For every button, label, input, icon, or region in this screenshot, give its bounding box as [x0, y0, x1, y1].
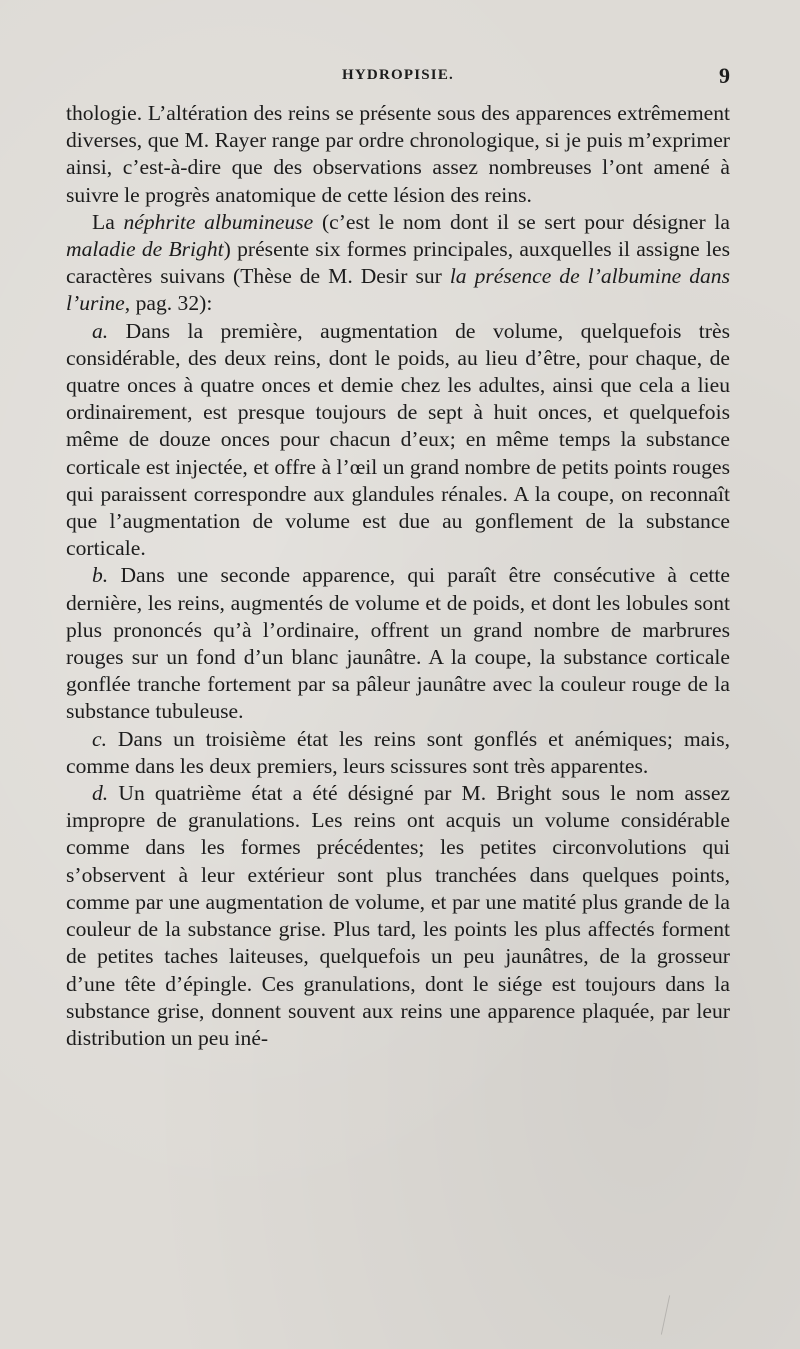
paragraph-b — [66, 562, 730, 725]
paragraph-c — [66, 726, 730, 780]
paragraph-c-text: Dans un troisième état les reins sont gonflés et anémiques; mais, comme dans les deux premiers, leurs scissures sont très apparentes. — [66, 726, 730, 778]
item-letter-c: c. — [92, 726, 107, 751]
paragraph-2 — [66, 209, 730, 318]
item-letter-d: d. — [92, 781, 109, 806]
p2-italic-bright: maladie de Bright — [66, 237, 224, 262]
page-header — [66, 63, 730, 89]
paragraph-1: thologie. L’altération des reins se présente sous des apparences extrêmement diverses, que M. Rayer range par ordre chronologique, si je puis m’exprimer ainsi, c’est-à-dire que des observations assez nombreuses l’ont amené à suivre le progrès anatomique de cette lésion des reins. — [66, 101, 730, 207]
item-letter-b: b. — [92, 563, 109, 588]
body-text — [66, 100, 730, 1052]
paper-mark — [661, 1295, 670, 1334]
p2-text-1: La — [92, 209, 124, 234]
paragraph-d-text: Un quatrième état a été désigné par M. Bright sous le nom assez impropre de granulations. Les reins ont acquis un volume considérable comme dans les formes précédentes; les petites circonvolutions qui s’observent à leur extérieur sont plus tranchées dans quelques points, comme par une augmentation de volume, et par une matité plus grande de la couleur de la substance grise. Plus tard, les points les plus affectés forment de petites taches laiteuses, quelquefois un peu jaunâtres, de la grosseur d’une tête d’épingle. Ces granulations, dont le siége est toujours dans la substance grise, donnent souvent aux reins une apparence plaquée, par leur distribution un peu iné- — [66, 781, 730, 1050]
p2-text-3: ) présente six formes principales, auxquelles il assigne les caractères suivans (Thèse de M. Desir sur — [66, 237, 731, 289]
paragraph-b-text: Dans une seconde apparence, qui paraît être consécutive à cette dernière, les reins, augmentés de volume et de poids, et dont les lobules sont plus prononcés qu’à l’ordinaire, offrent un grand nombre de marbrures rouges sur un fond d’un blanc jaunâtre. A la coupe, la substance corticale gonflée tranche fortement par sa pâleur jaunâtre avec la couleur rouge de la substance tubuleuse. — [66, 563, 730, 724]
p2-text-4: , pag. 32): — [124, 291, 213, 316]
running-title: HYDROPISIE. — [342, 67, 454, 83]
paragraph-a-text: Dans la première, augmentation de volume, quelquefois très considérable, des deux reins, dont le poids, au lieu d’être, pour chaque, de quatre onces à quatre onces et demie chez les adultes, ainsi que cela a lieu ordinairement, est presque toujours de sept à huit onces, et quelquefois même de douze onces pour chacun d’eux; en même temps la substance corticale est injectée, et offre à l’œil un grand nombre de petits points rouges qui paraissent correspondre aux glandules rénales. A la coupe, on reconnaît que l’augmentation de volume est due au gonflement de la substance corticale. — [66, 318, 730, 561]
paragraph-d — [66, 780, 730, 1052]
page-number: 9 — [719, 63, 730, 88]
paragraph-a — [66, 318, 730, 563]
p2-text-2: (c’est le nom dont il se sert pour désigner la — [313, 209, 730, 234]
p2-italic-nephrite: néphrite albumineuse — [123, 209, 314, 234]
p2-italic-thesis: la présence de l’albumine dans l’urine — [66, 264, 730, 316]
item-letter-a: a. — [92, 318, 109, 343]
